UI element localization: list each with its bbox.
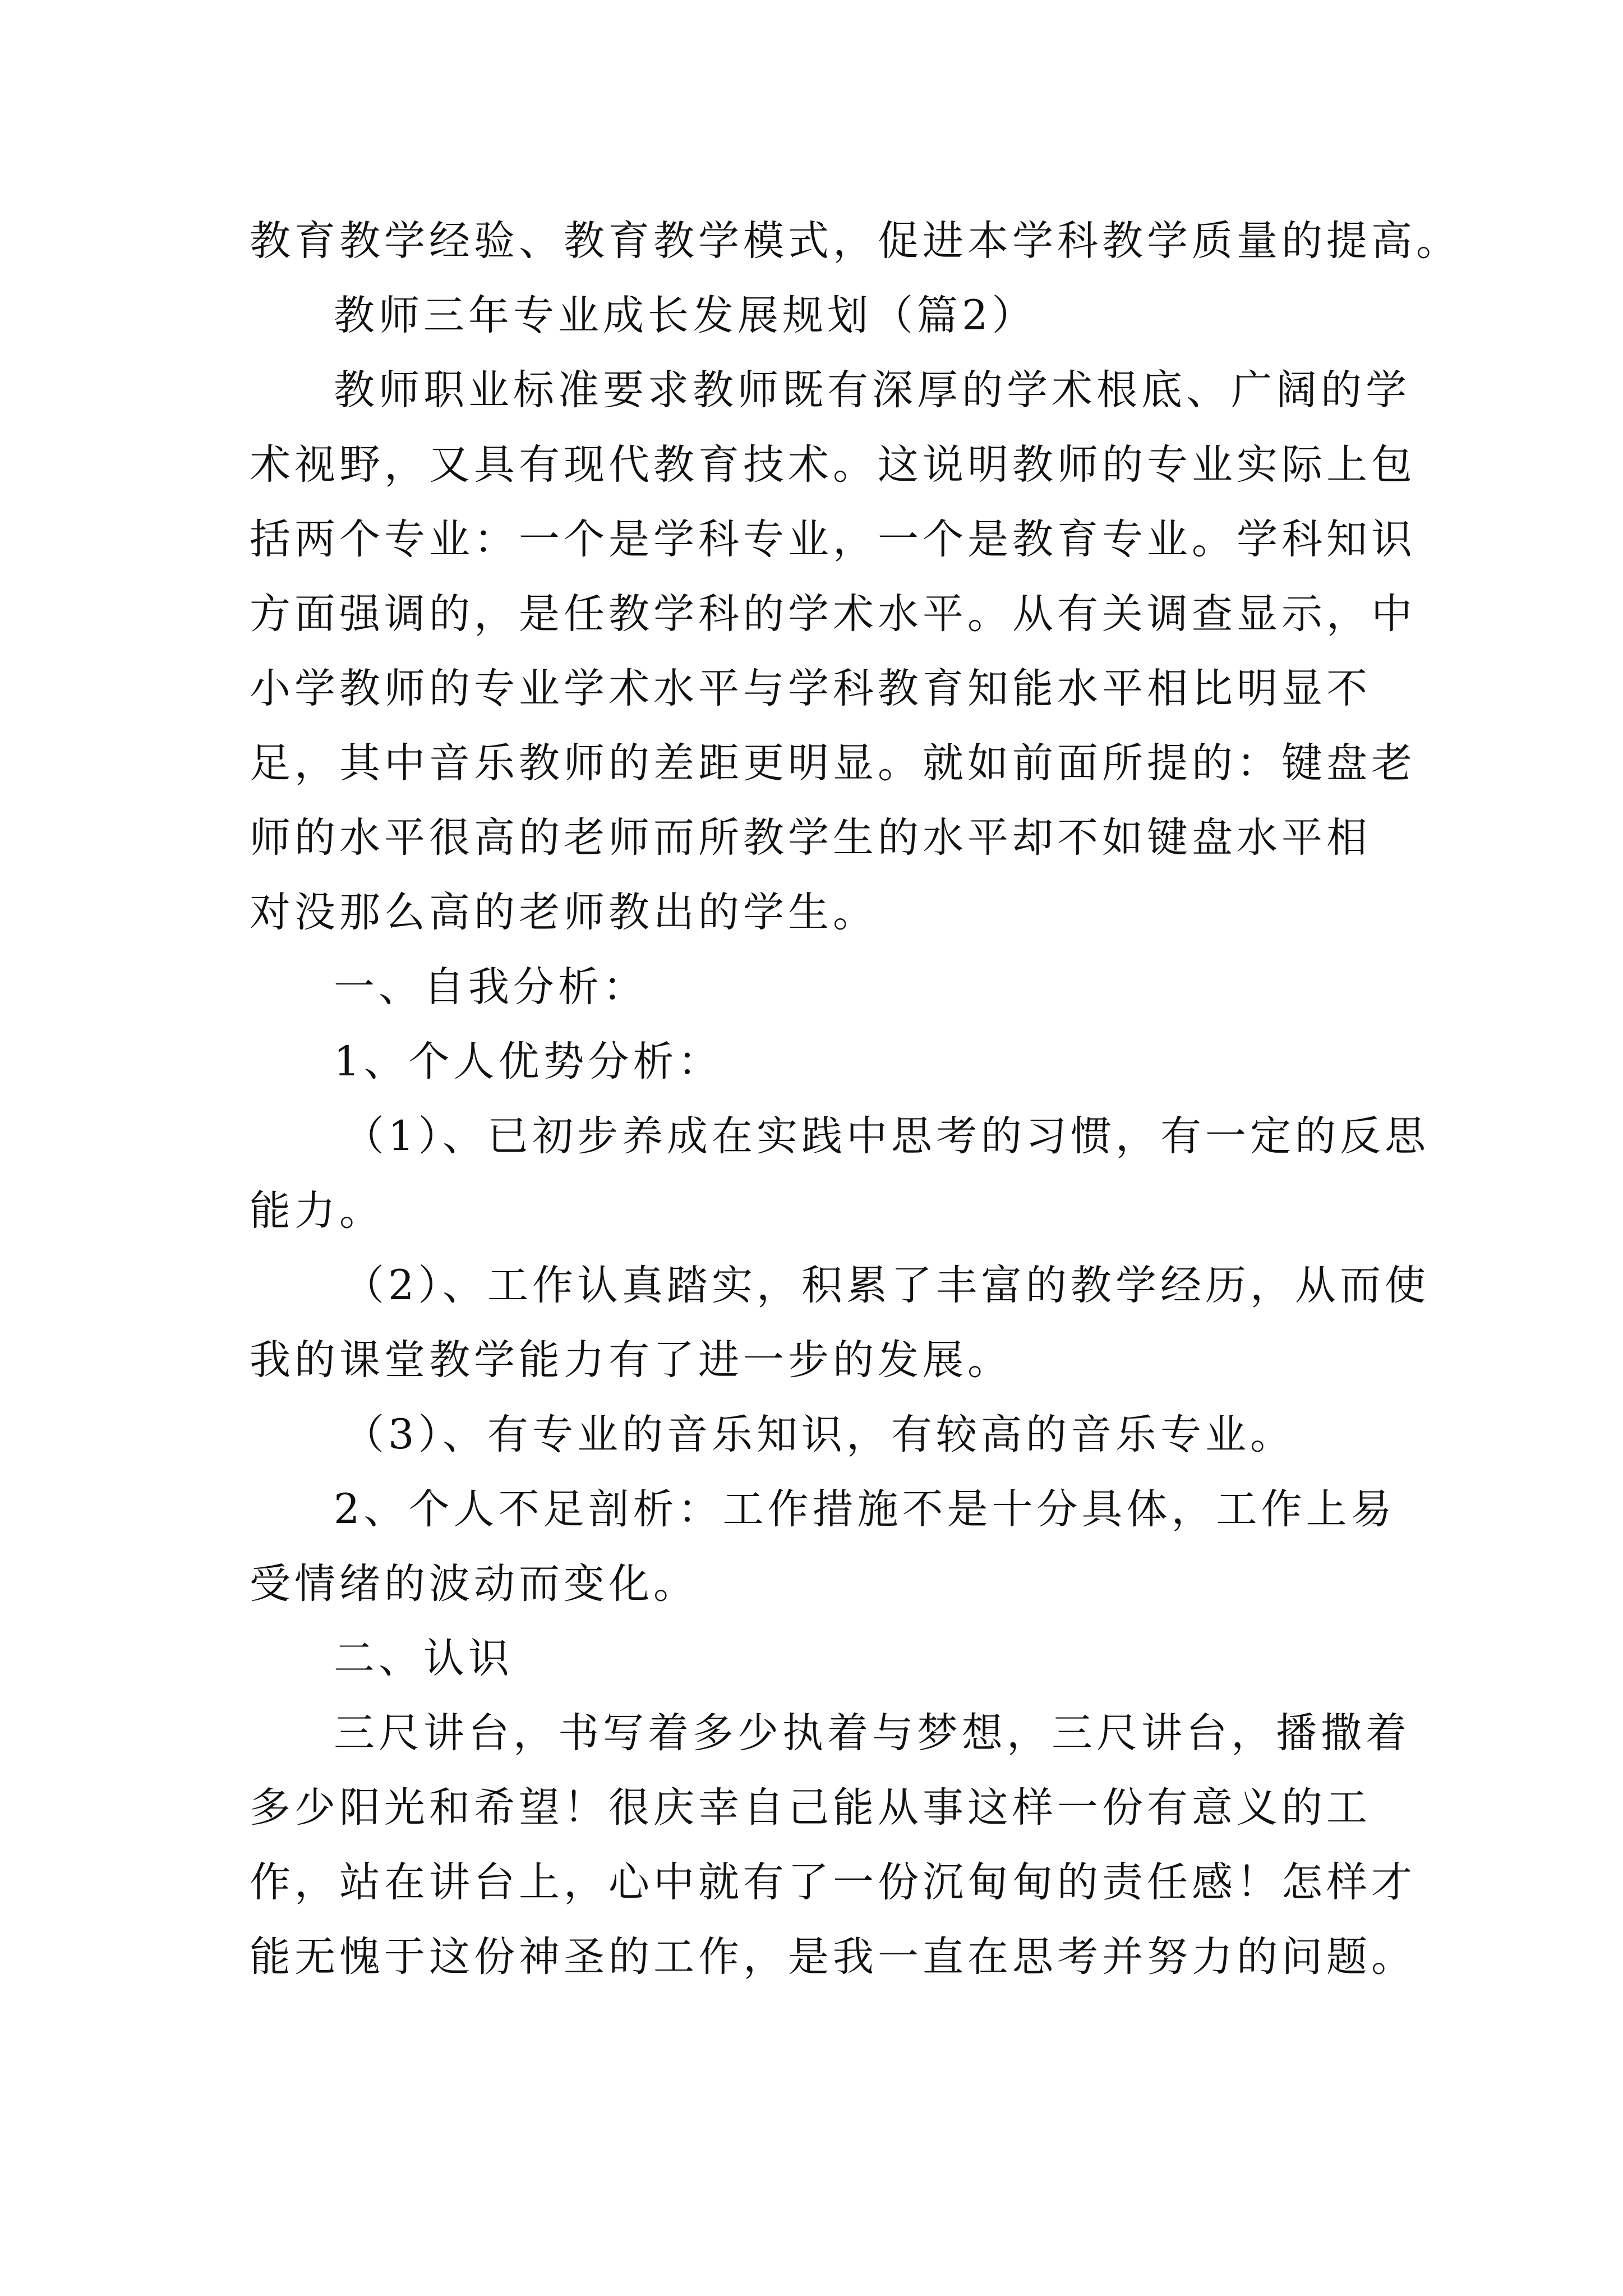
section-heading: 一、自我分析： — [334, 963, 648, 1011]
paragraph-line: 三尺讲台，书写着多少执着与梦想，三尺讲台，播撒着 — [334, 1709, 1410, 1757]
paragraph-line: 师的水平很高的老师而所教学生的水平却不如键盘水平相 — [250, 814, 1371, 862]
paragraph-line: 我的课堂教学能力有了进一步的发展。 — [250, 1336, 1012, 1384]
paragraph-line: 方面强调的，是任教学科的学术水平。从有关调查显示，中 — [250, 590, 1416, 638]
paragraph-line: 能无愧于这份神圣的工作，是我一直在思考并努力的问题。 — [250, 1933, 1416, 1981]
section-heading: 教师三年专业成长发展规划（篇2） — [334, 292, 1037, 339]
paragraph-line: 足，其中音乐教师的差距更明显。就如前面所提的：键盘老 — [250, 739, 1416, 787]
list-item: （1）、已初步养成在实践中思考的习惯，有一定的反思 — [343, 1112, 1430, 1160]
paragraph-line: 作，站在讲台上，心中就有了一份沉甸甸的责任感！怎样才 — [250, 1858, 1416, 1906]
paragraph-line: 教育教学经验、教育教学模式，促进本学科教学质量的提高。 — [250, 217, 1461, 265]
subsection-heading: 1、个人优势分析： — [334, 1038, 723, 1085]
subsection-heading: 2、个人不足剖析：工作措施不是十分具体，工作上易 — [334, 1485, 1396, 1533]
paragraph-line: 术视野，又具有现代教育技术。这说明教师的专业实际上包 — [250, 441, 1416, 489]
paragraph-line: 能力。 — [250, 1187, 384, 1235]
paragraph-line: 对没那么高的老师教出的学生。 — [250, 889, 878, 936]
list-item: （3）、有专业的音乐知识，有较高的音乐专业。 — [343, 1411, 1295, 1458]
paragraph-line: 受情绪的波动而变化。 — [250, 1560, 698, 1608]
paragraph-line: 多少阳光和希望！很庆幸自己能从事这样一份有意义的工 — [250, 1784, 1371, 1832]
paragraph-line: 小学教师的专业学术水平与学科教育知能水平相比明显不 — [250, 665, 1371, 712]
paragraph-line: 教师职业标准要求教师既有深厚的学术根底、广阔的学 — [334, 366, 1410, 414]
list-item: （2）、工作认真踏实，积累了丰富的教学经历，从而使 — [343, 1262, 1430, 1309]
paragraph-line: 括两个专业：一个是学科专业，一个是教育专业。学科知识 — [250, 516, 1416, 563]
section-heading: 二、认识 — [334, 1635, 513, 1682]
